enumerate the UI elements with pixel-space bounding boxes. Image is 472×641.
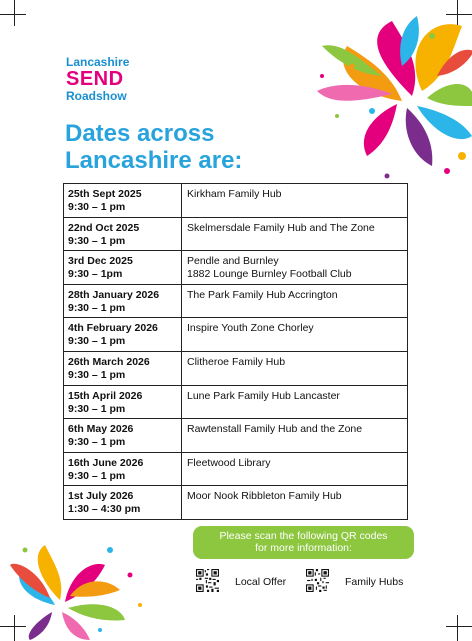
logo-line-3: Roadshow	[66, 89, 127, 103]
event-venue-cell	[182, 318, 408, 352]
event-time: 9:30 – 1 pm	[68, 368, 126, 381]
event-date: 28th January 2026	[68, 288, 160, 301]
title-line-1: Dates across	[65, 120, 215, 147]
splash-decoration-bottom	[10, 530, 150, 640]
event-time: 9:30 – 1 pm	[68, 201, 126, 213]
dates-table-body	[64, 184, 408, 520]
event-datetime-cell	[64, 419, 182, 453]
event-time: 1:30 – 4:30 pm	[68, 503, 141, 516]
event-time: 9:30 – 1 pm	[68, 335, 126, 348]
logo-line-1: Lancashire	[66, 55, 130, 69]
table-row	[64, 184, 408, 218]
dates-table	[63, 183, 408, 520]
qr-label-family-hubs: Family Hubs	[345, 576, 404, 588]
event-datetime-cell	[64, 217, 182, 251]
logo-line-2: SEND	[66, 68, 124, 90]
event-datetime-cell	[64, 452, 182, 486]
qr-info-line-1: Please scan the following QR codes	[219, 530, 388, 542]
event-venue: 1882 Lounge Burnley Football Club	[187, 268, 352, 281]
table-row	[64, 318, 408, 352]
table-row	[64, 452, 408, 486]
event-venue-cell	[182, 385, 408, 419]
event-time: 9:30 – 1 pm	[68, 234, 126, 247]
event-venue-cell	[182, 351, 408, 385]
qr-code-icon[interactable]	[306, 569, 329, 592]
event-date: 25th Sept 2025	[68, 188, 142, 200]
qr-label-local-offer: Local Offer	[235, 576, 287, 588]
event-time: 9:30 – 1 pm	[68, 469, 126, 482]
event-venue-cell	[182, 284, 408, 318]
event-venue: Rawtenstall Family Hub and the Zone	[187, 423, 363, 436]
event-venue-cell	[182, 251, 408, 285]
qr-info-line-2: for more information:	[255, 542, 352, 554]
table-row	[64, 419, 408, 453]
event-time: 9:30 – 1 pm	[68, 436, 126, 449]
event-venue: Lune Park Family Hub Lancaster	[187, 389, 340, 402]
event-date: 4th February 2026	[68, 322, 158, 335]
event-venue-cell	[182, 486, 408, 520]
table-row	[64, 385, 408, 419]
event-venue-cell	[182, 419, 408, 453]
qr-code-icon[interactable]	[196, 569, 219, 592]
event-datetime-cell	[64, 385, 182, 419]
event-datetime-cell	[64, 351, 182, 385]
event-venue: Kirkham Family Hub	[187, 188, 282, 200]
event-venue: Fleetwood Library	[187, 456, 271, 469]
event-date: 16th June 2026	[68, 456, 144, 469]
event-date: 3rd Dec 2025	[68, 255, 133, 268]
event-venue: The Park Family Hub Accrington	[187, 288, 338, 301]
event-datetime-cell	[64, 184, 182, 218]
qr-info-banner	[193, 526, 414, 559]
event-venue: Inspire Youth Zone Chorley	[187, 322, 314, 335]
event-date: 26th March 2026	[68, 355, 150, 368]
title-line-2: Lancashire are:	[65, 147, 243, 174]
event-date: 6th May 2026	[68, 423, 134, 436]
table-row	[64, 351, 408, 385]
event-date: 22nd Oct 2025	[68, 221, 140, 234]
event-datetime-cell	[64, 251, 182, 285]
event-venue-cell	[182, 184, 408, 218]
table-row	[64, 217, 408, 251]
event-date: 15th April 2026	[68, 389, 143, 402]
event-time: 9:30 – 1 pm	[68, 301, 126, 314]
event-datetime-cell	[64, 486, 182, 520]
event-datetime-cell	[64, 318, 182, 352]
event-venue: Skelmersdale Family Hub and The Zone	[187, 221, 375, 234]
event-venue: Clitheroe Family Hub	[187, 355, 286, 368]
event-time: 9:30 – 1 pm	[68, 402, 126, 415]
event-venue-cell	[182, 452, 408, 486]
event-venue: Pendle and Burnley	[187, 255, 279, 268]
event-datetime-cell	[64, 284, 182, 318]
table-row	[64, 486, 408, 520]
table-row	[64, 251, 408, 285]
table-row	[64, 284, 408, 318]
event-date: 1st July 2026	[68, 490, 134, 503]
page-title	[65, 120, 325, 174]
event-venue-cell	[182, 217, 408, 251]
event-time: 9:30 – 1pm	[68, 268, 123, 281]
send-roadshow-logo	[66, 56, 129, 102]
event-venue: Moor Nook Ribbleton Family Hub	[187, 490, 342, 503]
